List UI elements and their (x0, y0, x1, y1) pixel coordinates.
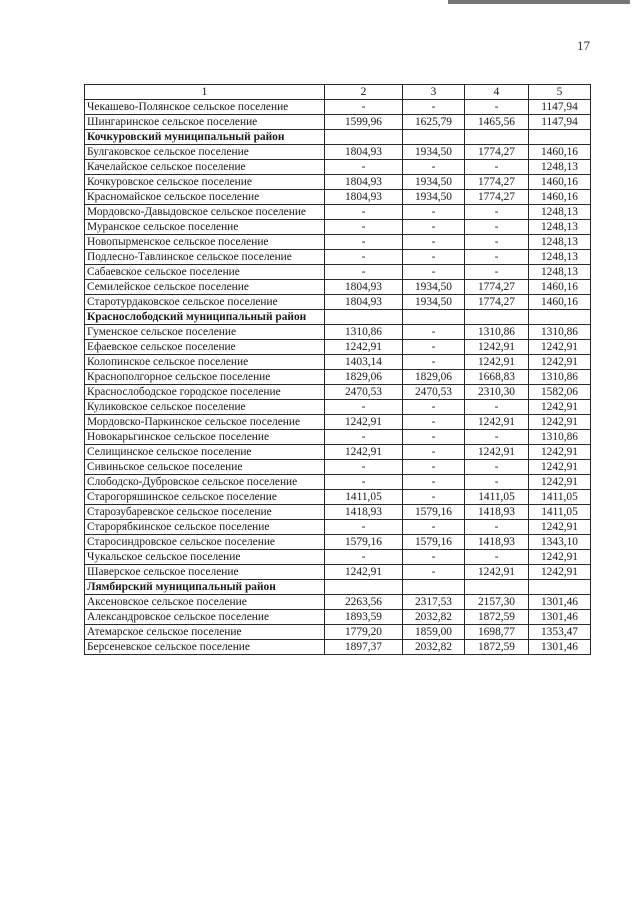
settlement-name: Старорябкинское сельское поселение (85, 520, 325, 535)
value-cell-col5: 1460,16 (529, 145, 591, 160)
value-cell-col3: - (403, 460, 465, 475)
settlement-name: Старогоряшинское сельское поселение (85, 490, 325, 505)
value-cell-col2: - (325, 220, 403, 235)
value-cell-col2: - (325, 205, 403, 220)
value-cell-col5: 1242,91 (529, 475, 591, 490)
value-cell-col4: 1774,27 (465, 280, 529, 295)
value-cell-col3: 1859,00 (403, 625, 465, 640)
value-cell-col3: 2032,82 (403, 610, 465, 625)
value-cell-col5: 1242,91 (529, 550, 591, 565)
value-cell-col4: - (465, 460, 529, 475)
settlement-name: Слободско-Дубровское сельское поселение (85, 475, 325, 490)
table-row (85, 385, 591, 400)
table-row (85, 370, 591, 385)
value-cell-col4: 1668,83 (465, 370, 529, 385)
value-cell-col5: 1147,94 (529, 100, 591, 115)
value-cell-col3: - (403, 400, 465, 415)
value-cell-col4 (465, 580, 529, 595)
value-cell-col4: 1418,93 (465, 535, 529, 550)
value-cell-col3: - (403, 340, 465, 355)
value-cell-col2 (325, 580, 403, 595)
table-row (85, 430, 591, 445)
value-cell-col5: 1248,13 (529, 205, 591, 220)
value-cell-col5: 1460,16 (529, 175, 591, 190)
value-cell-col2: - (325, 265, 403, 280)
value-cell-col5: 1147,94 (529, 115, 591, 130)
value-cell-col2: 1242,91 (325, 445, 403, 460)
value-cell-col2: - (325, 250, 403, 265)
value-cell-col5: 1411,05 (529, 490, 591, 505)
value-cell-col4: 1242,91 (465, 355, 529, 370)
table-row (85, 460, 591, 475)
table-row (85, 190, 591, 205)
district-name: Краснослободский муниципальный район (85, 310, 325, 325)
value-cell-col4: - (465, 100, 529, 115)
table-row (85, 205, 591, 220)
value-cell-col4: 1774,27 (465, 145, 529, 160)
settlement-name: Чекашево-Полянское сельское поселение (85, 100, 325, 115)
settlement-name: Кочкуровское сельское поселение (85, 175, 325, 190)
value-cell-col5: 1248,13 (529, 160, 591, 175)
value-cell-col5: 1411,05 (529, 505, 591, 520)
value-cell-col2: 1804,93 (325, 190, 403, 205)
value-cell-col3: - (403, 325, 465, 340)
value-cell-col5: 1310,86 (529, 430, 591, 445)
settlement-name: Аксеновское сельское поселение (85, 595, 325, 610)
value-cell-col4: 1242,91 (465, 340, 529, 355)
settlement-name: Подлесно-Тавлинское сельское поселение (85, 250, 325, 265)
table-row (85, 505, 591, 520)
value-cell-col4: - (465, 250, 529, 265)
settlement-name: Куликовское сельское поселение (85, 400, 325, 415)
value-cell-col3: 1934,50 (403, 175, 465, 190)
value-cell-col3: 1625,79 (403, 115, 465, 130)
value-cell-col4: 2310,30 (465, 385, 529, 400)
table-row (85, 610, 591, 625)
value-cell-col5 (529, 310, 591, 325)
value-cell-col5: 1310,86 (529, 370, 591, 385)
value-cell-col4: 1774,27 (465, 175, 529, 190)
value-cell-col2: 1242,91 (325, 340, 403, 355)
value-cell-col2: 2470,53 (325, 385, 403, 400)
value-cell-col5: 1242,91 (529, 445, 591, 460)
table-body (85, 100, 591, 655)
value-cell-col4: 1774,27 (465, 190, 529, 205)
settlement-name: Качелайское сельское поселение (85, 160, 325, 175)
value-cell-col5: 1242,91 (529, 400, 591, 415)
district-header-row (85, 310, 591, 325)
district-name: Лямбирский муниципальный район (85, 580, 325, 595)
settlement-name: Краснополгорное сельское поселение (85, 370, 325, 385)
settlement-name: Сабаевское сельское поселение (85, 265, 325, 280)
settlement-name: Семилейское сельское поселение (85, 280, 325, 295)
value-cell-col3: - (403, 265, 465, 280)
value-cell-col4: - (465, 430, 529, 445)
value-cell-col3: - (403, 250, 465, 265)
value-cell-col4: 2157,30 (465, 595, 529, 610)
value-cell-col2: 1599,96 (325, 115, 403, 130)
value-cell-col2: 1804,93 (325, 280, 403, 295)
settlement-name: Мордовско-Паркинское сельское поселение (85, 415, 325, 430)
value-cell-col5: 1301,46 (529, 610, 591, 625)
value-cell-col2: 1897,37 (325, 640, 403, 655)
table-row (85, 640, 591, 655)
value-cell-col2 (325, 310, 403, 325)
value-cell-col4: 1242,91 (465, 415, 529, 430)
value-cell-col5: 1343,10 (529, 535, 591, 550)
value-cell-col4: - (465, 550, 529, 565)
value-cell-col4: 1465,56 (465, 115, 529, 130)
value-cell-col3: - (403, 565, 465, 580)
value-cell-col4: - (465, 400, 529, 415)
value-cell-col4: - (465, 265, 529, 280)
value-cell-col5: 1242,91 (529, 460, 591, 475)
table-row (85, 295, 591, 310)
value-cell-col4: 1872,59 (465, 640, 529, 655)
table-row (85, 250, 591, 265)
table-row (85, 415, 591, 430)
table-row (85, 280, 591, 295)
value-cell-col3: 1934,50 (403, 145, 465, 160)
value-cell-col5: 1460,16 (529, 280, 591, 295)
table-row (85, 535, 591, 550)
value-cell-col2: 2263,56 (325, 595, 403, 610)
value-cell-col3: 2032,82 (403, 640, 465, 655)
value-cell-col2: - (325, 400, 403, 415)
value-cell-col5: 1310,86 (529, 325, 591, 340)
value-cell-col4: 1418,93 (465, 505, 529, 520)
value-cell-col3: - (403, 445, 465, 460)
value-cell-col4: 1774,27 (465, 295, 529, 310)
value-cell-col3 (403, 130, 465, 145)
value-cell-col5: 1242,91 (529, 355, 591, 370)
value-cell-col3: - (403, 520, 465, 535)
value-cell-col3: 2470,53 (403, 385, 465, 400)
value-cell-col5 (529, 130, 591, 145)
settlement-name: Старотурдаковское сельское поселение (85, 295, 325, 310)
value-cell-col2: 1418,93 (325, 505, 403, 520)
value-cell-col3 (403, 310, 465, 325)
value-cell-col2: 1804,93 (325, 295, 403, 310)
value-cell-col5: 1301,46 (529, 595, 591, 610)
value-cell-col3 (403, 580, 465, 595)
column-header: 1 (85, 85, 325, 100)
value-cell-col2: 1242,91 (325, 415, 403, 430)
value-cell-col3: - (403, 355, 465, 370)
settlement-name: Чукальское сельское поселение (85, 550, 325, 565)
table-row (85, 175, 591, 190)
value-cell-col3: 1579,16 (403, 535, 465, 550)
settlement-name: Атемарское сельское поселение (85, 625, 325, 640)
value-cell-col2: 1403,14 (325, 355, 403, 370)
table-row (85, 475, 591, 490)
settlement-name: Муранское сельское поселение (85, 220, 325, 235)
value-cell-col4 (465, 310, 529, 325)
column-header: 3 (403, 85, 465, 100)
settlement-name: Александровское сельское поселение (85, 610, 325, 625)
value-cell-col4: 1411,05 (465, 490, 529, 505)
settlement-name: Берсеневское сельское поселение (85, 640, 325, 655)
value-cell-col4: - (465, 235, 529, 250)
settlement-name: Селищинское сельское поселение (85, 445, 325, 460)
value-cell-col5: 1582,06 (529, 385, 591, 400)
settlement-name: Ефаевское сельское поселение (85, 340, 325, 355)
settlement-name: Шаверское сельское поселение (85, 565, 325, 580)
value-cell-col2: 1411,05 (325, 490, 403, 505)
scan-artifact (448, 0, 630, 4)
value-cell-col2: 1804,93 (325, 145, 403, 160)
table-row (85, 550, 591, 565)
table-row (85, 400, 591, 415)
value-cell-col5: 1248,13 (529, 265, 591, 280)
value-cell-col2: - (325, 235, 403, 250)
table-row (85, 100, 591, 115)
value-cell-col3: - (403, 160, 465, 175)
value-cell-col3: - (403, 550, 465, 565)
table-row (85, 265, 591, 280)
value-cell-col5: 1242,91 (529, 340, 591, 355)
table-row (85, 520, 591, 535)
value-cell-col4: 1242,91 (465, 445, 529, 460)
value-cell-col5: 1242,91 (529, 415, 591, 430)
value-cell-col3: 1934,50 (403, 280, 465, 295)
value-cell-col5: 1248,13 (529, 250, 591, 265)
value-cell-col4: 1872,59 (465, 610, 529, 625)
value-cell-col2: 1804,93 (325, 175, 403, 190)
value-cell-col3: - (403, 415, 465, 430)
value-cell-col3: 1829,06 (403, 370, 465, 385)
settlement-name: Колопинское сельское поселение (85, 355, 325, 370)
value-cell-col3: - (403, 205, 465, 220)
column-header: 2 (325, 85, 403, 100)
value-cell-col4: 1310,86 (465, 325, 529, 340)
value-cell-col2: 1310,86 (325, 325, 403, 340)
value-cell-col5: 1248,13 (529, 220, 591, 235)
value-cell-col4: 1242,91 (465, 565, 529, 580)
value-cell-col3: - (403, 235, 465, 250)
table-row (85, 340, 591, 355)
value-cell-col3: - (403, 430, 465, 445)
value-cell-col5: 1242,91 (529, 520, 591, 535)
value-cell-col4: 1698,77 (465, 625, 529, 640)
district-header-row (85, 130, 591, 145)
value-cell-col2: - (325, 520, 403, 535)
value-cell-col3: - (403, 100, 465, 115)
value-cell-col4: - (465, 520, 529, 535)
settlement-name: Краснослободское городское поселение (85, 385, 325, 400)
table-row (85, 145, 591, 160)
value-cell-col5: 1242,91 (529, 565, 591, 580)
value-cell-col2: - (325, 160, 403, 175)
settlement-name: Булгаковское сельское поселение (85, 145, 325, 160)
table-row (85, 565, 591, 580)
settlement-name: Новопырменское сельское поселение (85, 235, 325, 250)
settlement-name: Гуменское сельское поселение (85, 325, 325, 340)
value-cell-col3: - (403, 220, 465, 235)
table-row (85, 325, 591, 340)
value-cell-col2: - (325, 550, 403, 565)
table-row (85, 445, 591, 460)
table-row (85, 160, 591, 175)
table-row (85, 235, 591, 250)
value-cell-col4: - (465, 160, 529, 175)
table-header-row (85, 85, 591, 100)
table-row (85, 490, 591, 505)
value-cell-col4: - (465, 205, 529, 220)
value-cell-col4: - (465, 220, 529, 235)
district-header-row (85, 580, 591, 595)
value-cell-col2: - (325, 430, 403, 445)
value-cell-col2 (325, 130, 403, 145)
settlement-name: Сивиньское сельское поселение (85, 460, 325, 475)
value-cell-col5: 1248,13 (529, 235, 591, 250)
column-header: 4 (465, 85, 529, 100)
value-cell-col2: 1779,20 (325, 625, 403, 640)
column-header: 5 (529, 85, 591, 100)
value-cell-col2: - (325, 475, 403, 490)
table-row (85, 115, 591, 130)
value-cell-col5: 1353,47 (529, 625, 591, 640)
value-cell-col3: 1934,50 (403, 295, 465, 310)
settlement-name: Мордовско-Давыдовское сельское поселение (85, 205, 325, 220)
settlement-name: Шингаринское сельское поселение (85, 115, 325, 130)
tariff-table (84, 84, 591, 655)
table-row (85, 625, 591, 640)
settlement-name: Старосиндровское сельское поселение (85, 535, 325, 550)
value-cell-col2: 1579,16 (325, 535, 403, 550)
value-cell-col2: - (325, 460, 403, 475)
value-cell-col3: 1579,16 (403, 505, 465, 520)
settlement-name: Красномайское сельское поселение (85, 190, 325, 205)
table-row (85, 220, 591, 235)
value-cell-col5: 1460,16 (529, 190, 591, 205)
value-cell-col3: - (403, 490, 465, 505)
value-cell-col2: 1242,91 (325, 565, 403, 580)
value-cell-col5: 1460,16 (529, 295, 591, 310)
value-cell-col4 (465, 130, 529, 145)
value-cell-col5: 1301,46 (529, 640, 591, 655)
value-cell-col2: - (325, 100, 403, 115)
value-cell-col3: 2317,53 (403, 595, 465, 610)
table-row (85, 595, 591, 610)
value-cell-col2: 1829,06 (325, 370, 403, 385)
value-cell-col5 (529, 580, 591, 595)
value-cell-col2: 1893,59 (325, 610, 403, 625)
page-number: 17 (577, 38, 590, 53)
settlement-name: Старозубаревское сельское поселение (85, 505, 325, 520)
settlement-name: Новокарьгинское сельское поселение (85, 430, 325, 445)
value-cell-col4: - (465, 475, 529, 490)
value-cell-col3: - (403, 475, 465, 490)
district-name: Кочкуровский муниципальный район (85, 130, 325, 145)
table-row (85, 355, 591, 370)
value-cell-col3: 1934,50 (403, 190, 465, 205)
